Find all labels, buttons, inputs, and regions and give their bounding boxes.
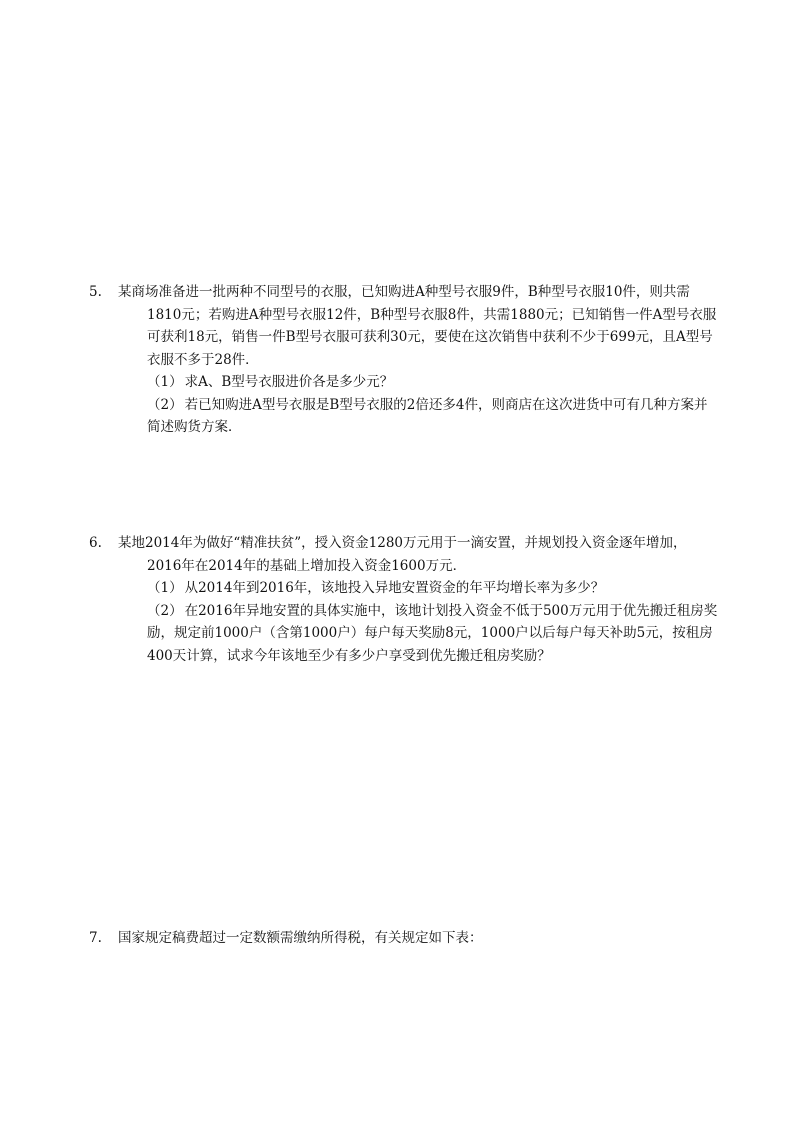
- problem-5-stem: 5. 某商场准备进一批两种不同型号的衣服，已知购进A种型号衣服9件，B种型号衣服10件，则共需1810元；若购进A种型号衣服12件，B种型号衣服8件，共需1880元；已知销售一件A型号衣服可获利18元，销售一件B型号衣服可获利30元，要使在这次销售中获利不少于699元，且A型号衣服不多于28件．: [89, 284, 717, 368]
- sub-text: 若已知购进A型号衣服是B型号衣服的2倍还多4件，则商店在这次进货中可有几种方案并简述购货方案．: [147, 396, 708, 435]
- problem-6-sub-2: [118, 600, 718, 668]
- problem-6: [89, 532, 718, 667]
- sub-text: 从2014年到2016年，该地投入异地安置资金的年平均增长率为多少？: [184, 580, 605, 596]
- problem-7: [89, 927, 718, 950]
- problem-6-sub-1: [118, 577, 718, 600]
- sub-label: （1）: [147, 374, 183, 390]
- problem-7-stem: 7. 国家规定稿费超过一定数额需缴纳所得税，有关规定如下表：: [89, 930, 483, 946]
- problem-5: [89, 281, 718, 439]
- problem-stem-text: 某地2014年为做好“精准扶贫”，授入资金1280万元用于一滴安置，并规划投入资金逐年增加，2016年在2014年的基础上增加投入资金1600万元．: [118, 535, 687, 574]
- problem-stem-text: 国家规定稿费超过一定数额需缴纳所得税，有关规定如下表：: [118, 930, 483, 946]
- problem-stem-text: 某商场准备进一批两种不同型号的衣服，已知购进A种型号衣服9件，B种型号衣服10件，则共需1810元；若购进A种型号衣服12件，B种型号衣服8件，共需1880元；已知销售一件A型号衣服可获利18元，销售一件B型号衣服可获利30元，要使在这次销售中获利不少于699元，且A型号衣服不多于28件．: [118, 284, 717, 368]
- problem-5-sub-2: [118, 394, 718, 439]
- sub-label: （1）: [147, 580, 183, 596]
- sub-label: （2）: [147, 602, 183, 619]
- sub-text: 在2016年异地安置的具体实施中，该地计划投入资金不低于500万元用于优先搬迁租房奖励，规定前1000户（含第1000户）每户每天奖励8元，1000户以后每户每天补助5元，按租房400天计算，试求今年该地至少有多少户享受到优先搬迁租房奖励？: [147, 602, 718, 664]
- sub-label: （2）: [147, 396, 183, 413]
- problem-6-stem: 6. 某地2014年为做好“精准扶贫”，授入资金1280万元用于一滴安置，并规划投入资金逐年增加，2016年在2014年的基础上增加投入资金1600万元．: [89, 535, 687, 574]
- sub-text: 求A、B型号衣服进价各是多少元？: [184, 374, 394, 390]
- problem-5-sub-1: [118, 371, 718, 394]
